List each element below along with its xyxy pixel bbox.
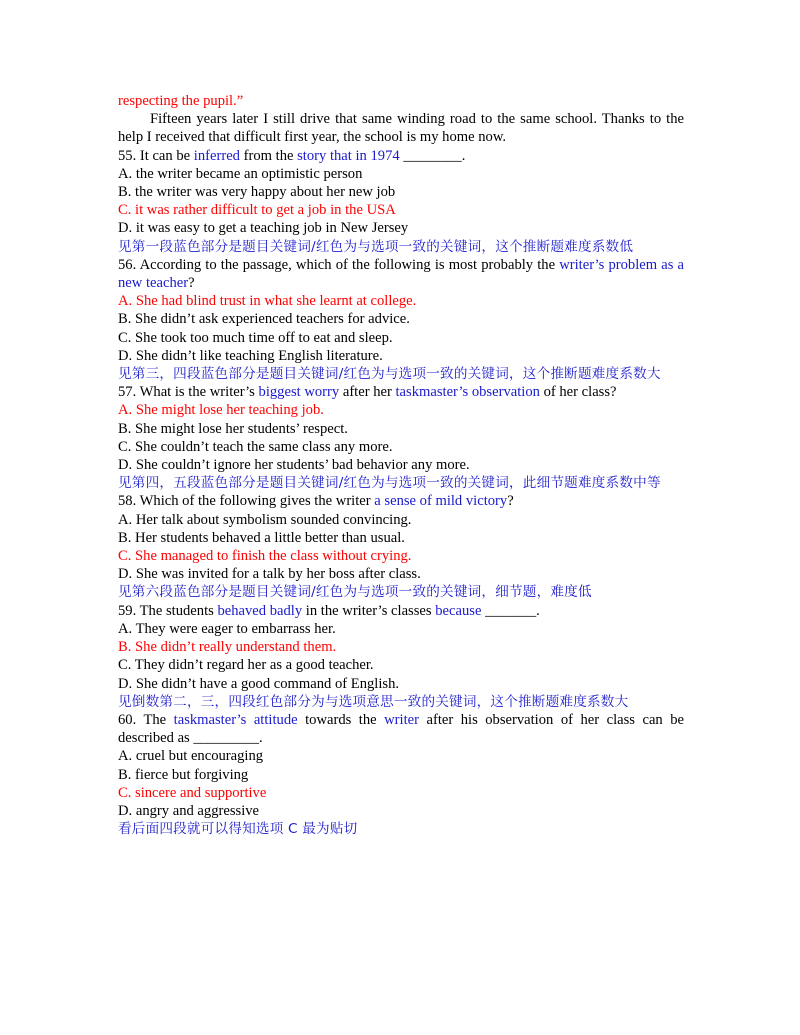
q59-keyword-1: behaved badly bbox=[217, 602, 303, 619]
q56-option-a: A. She had blind trust in what she learnt at college. bbox=[118, 293, 417, 310]
q56-option-b: B. She didn’t ask experienced teachers for advice. bbox=[118, 311, 410, 328]
question-56 bbox=[118, 256, 684, 292]
q57-keyword-1: biggest worry bbox=[258, 384, 340, 401]
q60-option-b: B. fierce but forgiving bbox=[118, 766, 249, 783]
q60-option-c: C. sincere and supportive bbox=[118, 784, 267, 801]
q60-option-d: D. angry and aggressive bbox=[118, 802, 260, 819]
q60-keyword-2: writer bbox=[384, 711, 419, 728]
q57-stem-mid: after her bbox=[339, 384, 396, 401]
q57-option-b: B. She might lose her students’ respect. bbox=[118, 420, 348, 437]
q55-option-c: C. it was rather difficult to get a job in the USA bbox=[118, 202, 396, 219]
q59-option-b: B. She didn’t really understand them. bbox=[118, 639, 337, 656]
q56-option-c: C. She took too much time off to eat and sleep. bbox=[118, 329, 393, 346]
q58-note: 见第六段蓝色部分是题目关键词/红色为与选项一致的关键词，细节题，难度低 bbox=[118, 584, 592, 601]
q56-keyword-1: writer’s problem as a new teacher bbox=[118, 256, 684, 292]
q57-stem-end: of her class? bbox=[539, 384, 617, 401]
q55-option-d: D. it was easy to get a teaching job in New Jersey bbox=[118, 220, 409, 237]
q55-stem: 55. It can be bbox=[118, 147, 194, 164]
q55-option-b: B. the writer was very happy about her new job bbox=[118, 184, 396, 201]
q57-note: 见第四，五段蓝色部分是题目关键词/红色为与选项一致的关键词，此细节题难度系数中等 bbox=[118, 475, 661, 492]
q59-note: 见倒数第二，三，四段红色部分为与选项意思一致的关键词，这个推断题难度系数大 bbox=[118, 693, 629, 710]
q57-option-a: A. She might lose her teaching job. bbox=[118, 402, 324, 419]
q59-keyword-2: because bbox=[435, 602, 482, 619]
q55-stem-mid: from the bbox=[239, 147, 298, 164]
q56-option-d: D. She didn’t like teaching English literature. bbox=[118, 347, 383, 364]
question-59 bbox=[118, 602, 684, 620]
page-content bbox=[118, 92, 684, 838]
passage-end-quote: respecting the pupil.” bbox=[118, 93, 244, 109]
q59-stem: 59. The students bbox=[118, 602, 218, 619]
q57-option-c: C. She couldn’t teach the same class any more. bbox=[118, 438, 393, 455]
q59-stem-end: _______. bbox=[481, 602, 540, 619]
question-60 bbox=[118, 711, 684, 747]
q55-stem-end: ________. bbox=[399, 147, 466, 164]
q56-stem: 56. According to the passage, which of the following is most probably the bbox=[118, 256, 560, 273]
question-55 bbox=[118, 147, 684, 165]
q56-note: 见第三，四段蓝色部分是题目关键词/红色为与选项一致的关键词，这个推断题难度系数大 bbox=[118, 366, 661, 383]
q60-stem-end: after his observation of her class can be described as _________. bbox=[118, 711, 684, 747]
q58-option-d: D. She was invited for a talk by her boss after class. bbox=[118, 566, 421, 583]
q57-stem: 57. What is the writer’s bbox=[118, 384, 259, 401]
q59-option-a: A. They were eager to embarrass her. bbox=[118, 620, 336, 637]
q60-note: 看后面四段就可以得知选项 C 最为贴切 bbox=[118, 821, 358, 838]
q58-option-b: B. Her students behaved a little better than usual. bbox=[118, 529, 405, 546]
q60-stem: 60. The bbox=[118, 711, 174, 728]
question-58 bbox=[118, 492, 684, 510]
q59-option-d: D. She didn’t have a good command of English. bbox=[118, 675, 400, 692]
q56-stem-end: ? bbox=[188, 275, 195, 292]
q58-option-a: A. Her talk about symbolism sounded convincing. bbox=[118, 511, 412, 528]
q59-option-c: C. They didn’t regard her as a good teacher. bbox=[118, 657, 374, 674]
question-57 bbox=[118, 383, 684, 401]
q57-keyword-2: taskmaster’s observation bbox=[395, 384, 540, 401]
q55-note: 见第一段蓝色部分是题目关键词/红色为与选项一致的关键词，这个推断题难度系数低 bbox=[118, 238, 634, 255]
q60-option-a: A. cruel but encouraging bbox=[118, 748, 264, 765]
q55-keyword-2: story that in 1974 bbox=[297, 147, 400, 164]
q58-keyword-1: a sense of mild victory bbox=[374, 493, 508, 510]
q60-stem-mid: towards the bbox=[297, 711, 385, 728]
q60-keyword-1: taskmaster’s attitude bbox=[173, 711, 298, 728]
q59-stem-mid: in the writer’s classes bbox=[302, 602, 436, 619]
q55-option-a: A. the writer became an optimistic person bbox=[118, 165, 363, 182]
passage-paragraph: Fifteen years later I still drive that same winding road to the same school. Thanks to the help I received that difficult first year, the school is my home now. bbox=[118, 111, 684, 146]
q57-option-d: D. She couldn’t ignore her students’ bad behavior any more. bbox=[118, 457, 470, 474]
q58-stem-end: ? bbox=[507, 493, 514, 510]
q58-stem: 58. Which of the following gives the writer bbox=[118, 493, 375, 510]
q58-option-c: C. She managed to finish the class without crying. bbox=[118, 548, 412, 565]
q55-keyword-1: inferred bbox=[193, 147, 240, 164]
